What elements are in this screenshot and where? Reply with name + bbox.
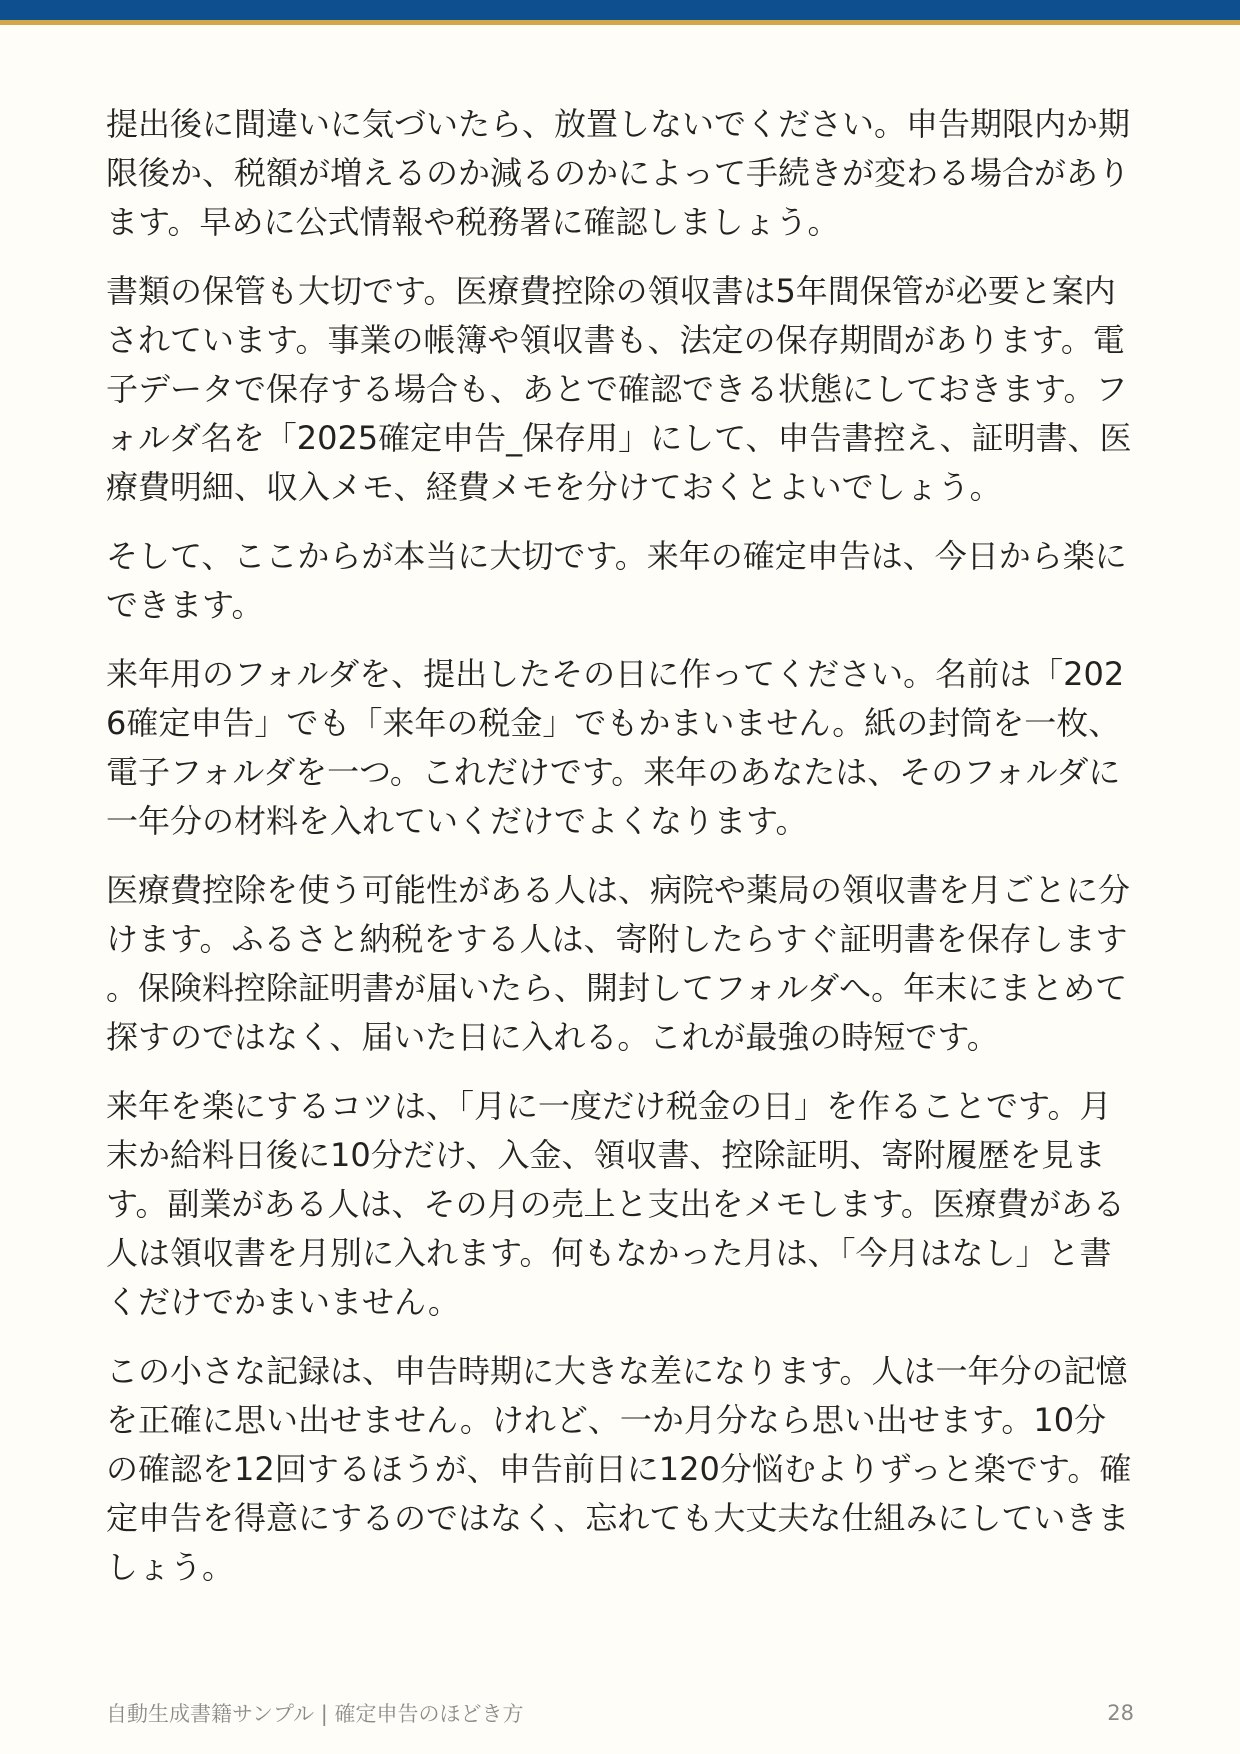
page-number: 28 [1107, 1701, 1134, 1725]
paragraph-sort-receipts: 医療費控除を使う可能性がある人は、病院や薬局の領収書を月ごとに分けます。ふるさと納税をする人は、寄附したらすぐ証明書を保存します。保険料控除証明書が届いたら、開封してフォルダへ。年末にまとめて探すのではなく、届いた日に入れる。これが最強の時短です。 [106, 871, 1131, 1056]
paragraph-create-folder: 来年用のフォルダを、提出したその日に作ってください。名前は「2026確定申告」でも「来年の税金」でもかまいません。紙の封筒を一枚、電子フォルダを一つ。これだけです。来年のあなたは、そのフォルダに一年分の材料を入れていくだけでよくなります。 [106, 655, 1125, 840]
paragraph-correction-after-filing: 提出後に間違いに気づいたら、放置しないでください。申告期限内か期限後か、税額が増えるのか減るのかによって手続きが変わる場合があります。早めに公式情報や税務署に確認しましょう。 [106, 105, 1131, 241]
page-footer [106, 1697, 1134, 1729]
header-bar [0, 0, 1240, 20]
footer-book-title: 自動生成書籍サンプル | 確定申告のほどき方 [106, 1702, 524, 1726]
paragraph-document-storage: 書類の保管も大切です。医療費控除の領収書は5年間保管が必要と案内されています。事業の帳簿や領収書も、法定の保存期間があります。電子データで保存する場合も、あとで確認できる状態にしておきます。フォルダ名を「2025確定申告_保存用」にして、申告書控え、証明書、医療費明細、収入メモ、経費メモを分けておくとよいでしょう。 [106, 272, 1132, 506]
page-body [106, 100, 1132, 1612]
paragraph-important-next-year: そして、ここからが本当に大切です。来年の確定申告は、今日から楽にできます。 [106, 537, 1127, 624]
paragraph-monthly-tax-day: 来年を楽にするコツは、「月に一度だけ税金の日」を作ることです。月末か給料日後に10分だけ、入金、領収書、控除証明、寄附履歴を見ます。副業がある人は、その月の売上と支出をメモします。医療費がある人は領収書を月別に入れます。何もなかった月は、「今月はなし」と書くだけでかまいません。 [106, 1087, 1125, 1321]
header-accent-line [0, 20, 1240, 25]
paragraph-small-records: この小さな記録は、申告時期に大きな差になります。人は一年分の記憶を正確に思い出せません。けれど、一か月分なら思い出せます。10分の確認を12回するほうが、申告前日に120分悩むよりずっと楽です。確定申告を得意にするのではなく、忘れても大丈夫な仕組みにしていきましょう。 [106, 1352, 1132, 1586]
